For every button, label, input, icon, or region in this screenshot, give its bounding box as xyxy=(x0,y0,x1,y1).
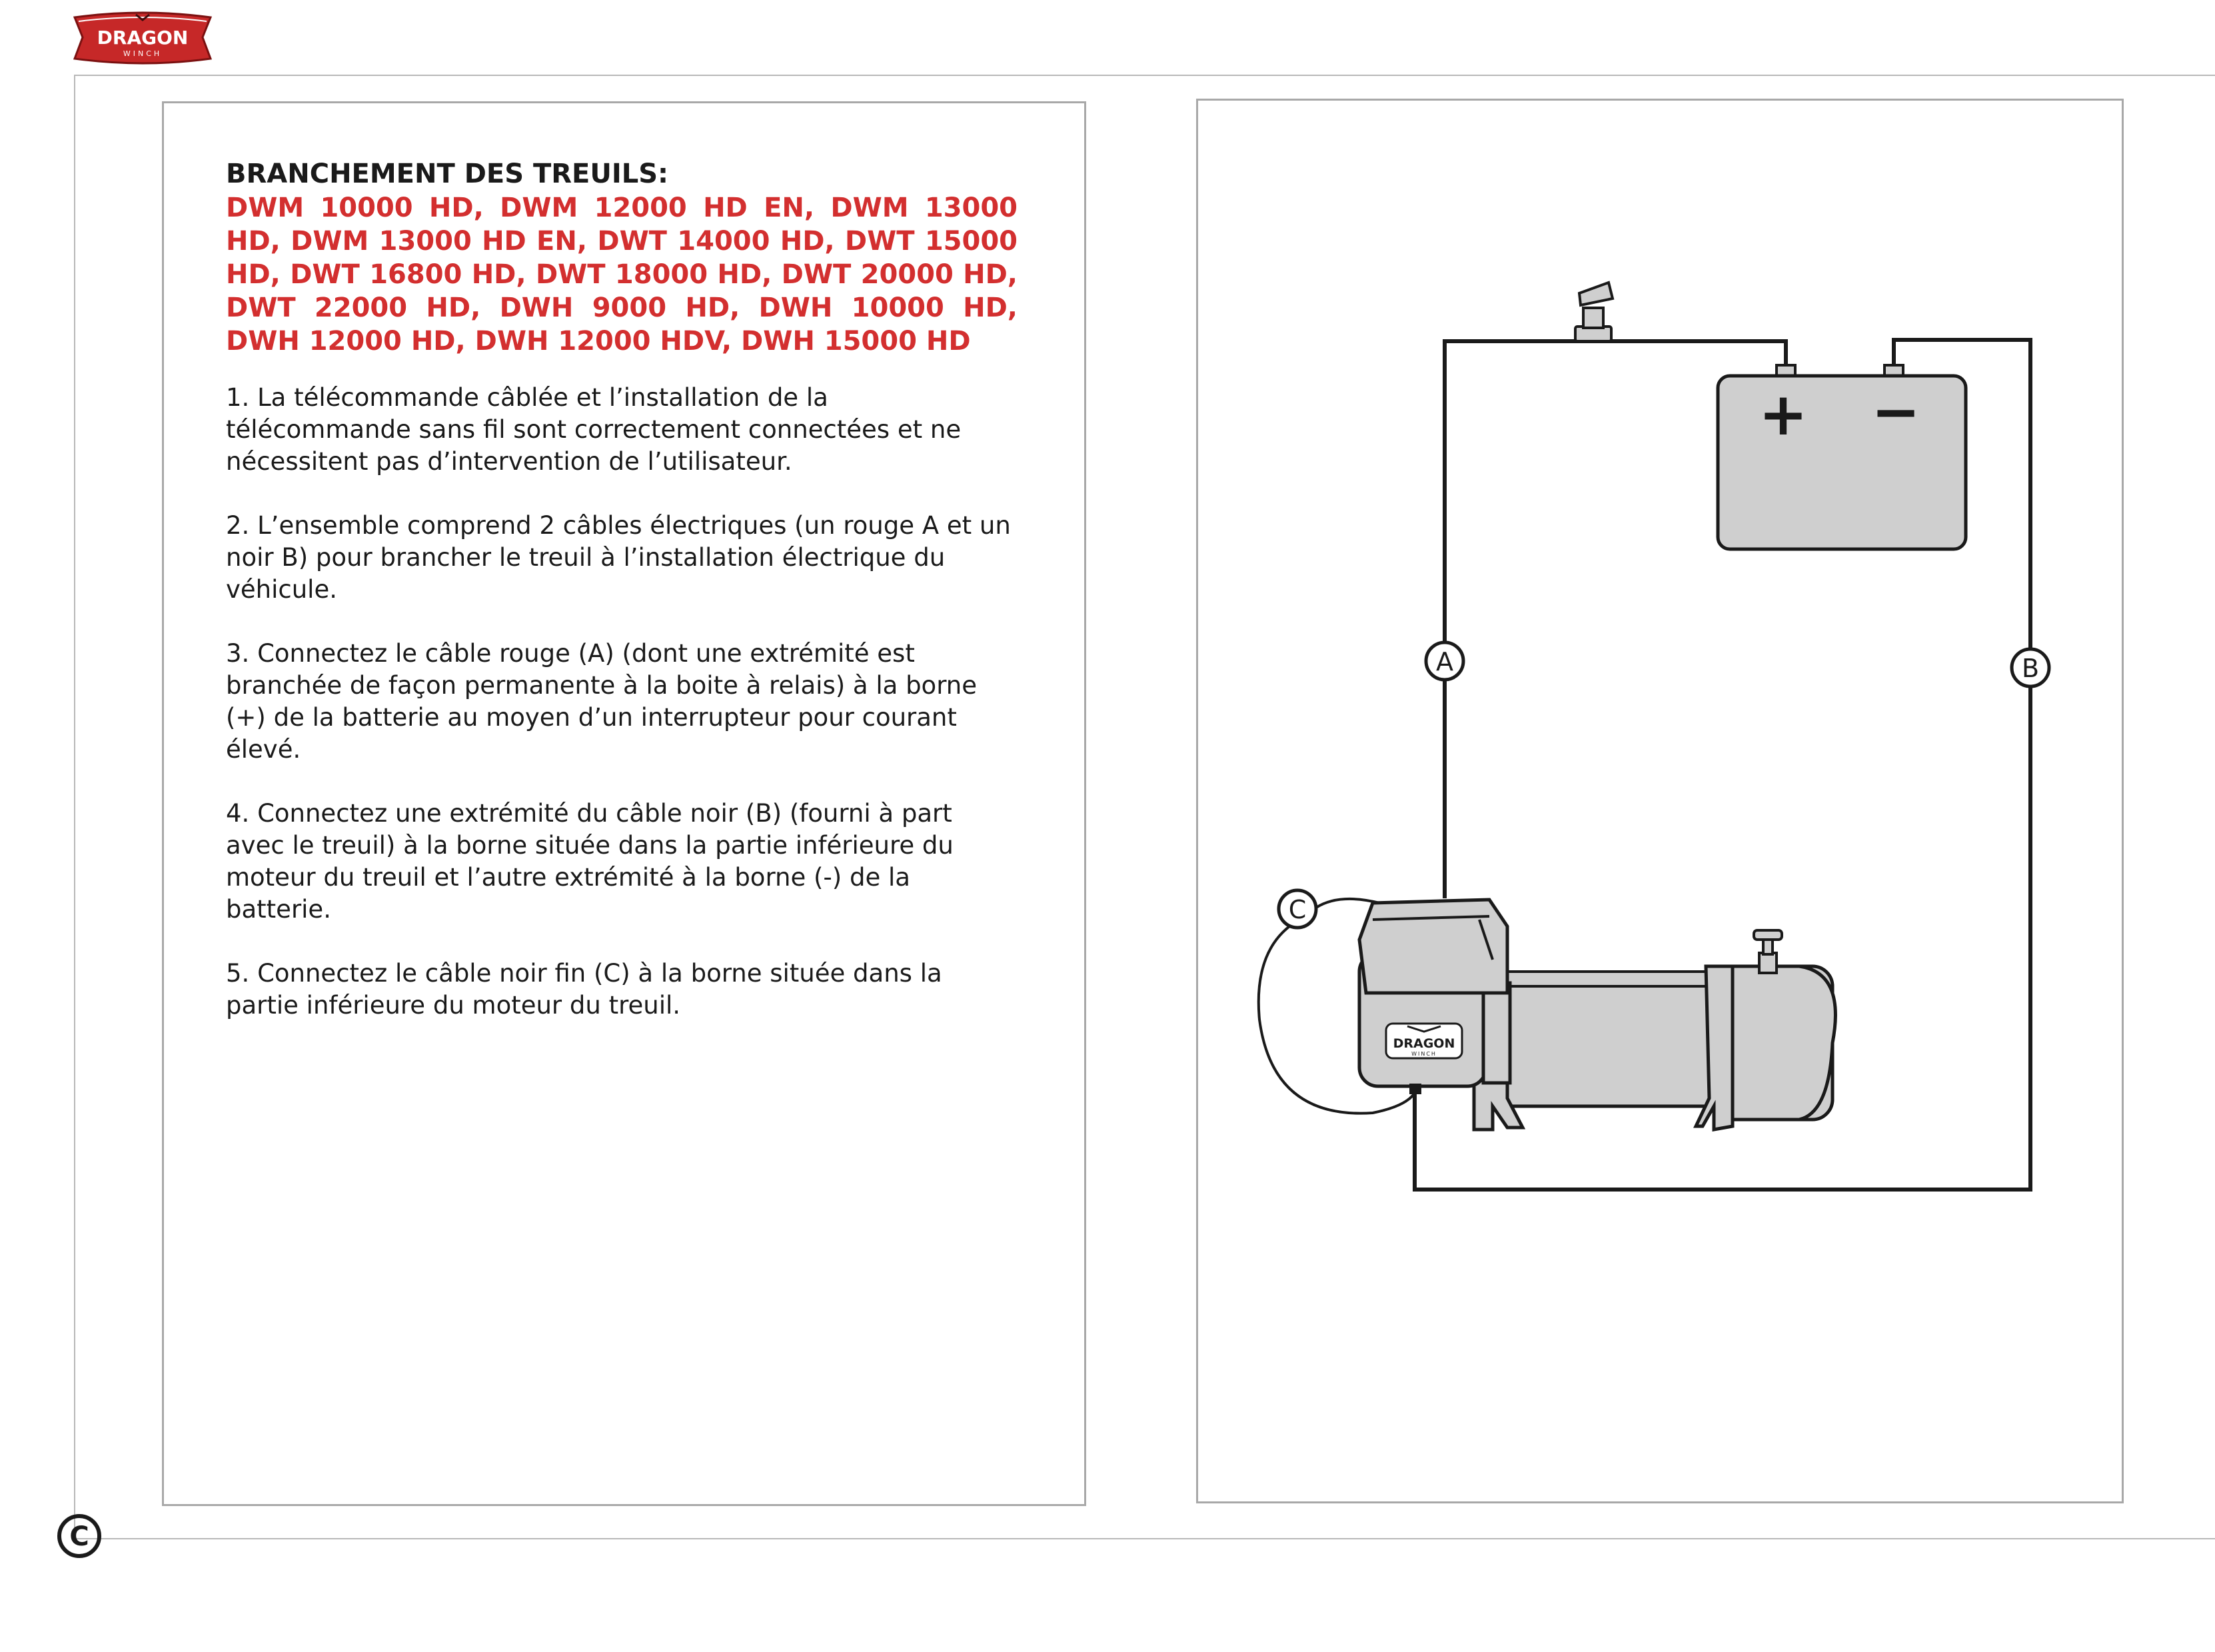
logo-brand: DRAGON xyxy=(97,27,189,49)
step-5: 5. Connectez le câble noir fin (C) à la borne située dans la partie inférieure du moteur du treuil. xyxy=(226,959,942,1020)
winch-sub: WINCH xyxy=(1411,1051,1437,1057)
step-1: 1. La télécommande câblée et l’installation de la télécommande sans fil sont correctement connectées et ne nécessitent pas d’intervention de l’utilisateur. xyxy=(226,383,962,476)
battery-plus: + xyxy=(1759,380,1808,448)
model-list: DWM 10000 HD, DWM 12000 HD EN, DWM 13000 HD, DWM 13000 HD EN, DWT 14000 HD, DWT 15000 HD, DWT 16800 HD, DWT 18000 HD, DWT 20000 HD, DWT 22000 HD, DWH 9000 HD, DWH 10000 HD, DWH 12000 HD, DWH 12000 HDV, DWH 15000 HD xyxy=(226,193,1018,357)
copyright-letter: C xyxy=(69,1521,89,1552)
battery-icon xyxy=(1718,365,1966,549)
winch-brand: DRAGON xyxy=(1393,1036,1455,1051)
step-2: 2. L’ensemble comprend 2 câbles électriques (un rouge A et un noir B) pour brancher le treuil à l’installation électrique du véhicule. xyxy=(226,511,1011,604)
section-heading: BRANCHEMENT DES TREUILS: xyxy=(226,159,669,189)
step-3: 3. Connectez le câble rouge (A) (dont une extrémité est branchée de façon permanente à la boite à relais) à la borne (+) de la batterie au moyen d’un interrupteur pour courant élevé. xyxy=(226,639,977,764)
label-c: C xyxy=(1288,895,1307,924)
label-b: B xyxy=(2021,654,2040,683)
switch-icon xyxy=(1575,283,1613,341)
label-a: A xyxy=(1436,647,1453,676)
winch-icon xyxy=(1359,900,1835,1130)
copyright-icon xyxy=(56,1513,103,1559)
logo-sub: WINCH xyxy=(123,49,163,58)
step-4: 4. Connectez une extrémité du câble noir (B) (fourni à part avec le treuil) à la borne située dans la partie inférieure du moteur du treuil et l’autre extrémité à la borne (-) de la batterie. xyxy=(226,799,954,924)
battery-minus: − xyxy=(1871,377,1920,446)
